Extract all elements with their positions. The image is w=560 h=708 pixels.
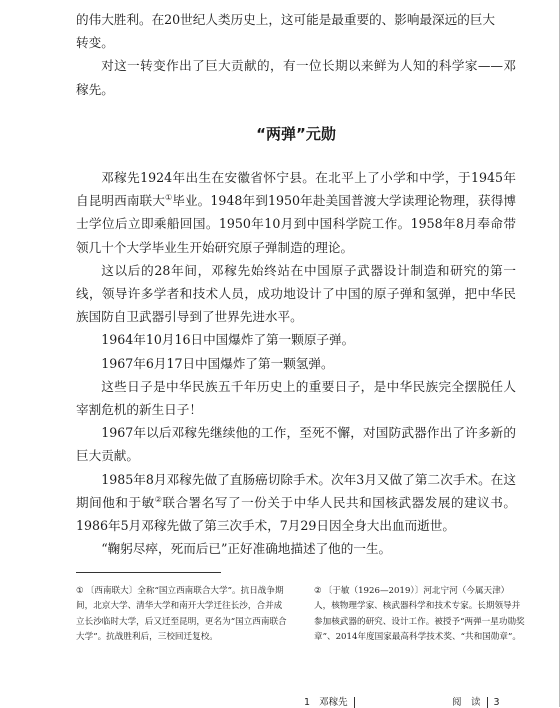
paragraph: 这以后的28年间，邓稼先始终站在中国原子武器设计制造和研究的第一线，领导许多学者和技术人员，成功地设计了中国的原子弹和氢弹，把中华民族国防自卫武器引导到了世界先进水平。 bbox=[76, 262, 516, 325]
footnote-text: 〔西南联大〕全称“国立西南联合大学”。抗日战争期间，北京大学、清华大学和南开大学迁往长沙，合并成立长沙临时大学，后又迁至昆明，更名为“国立西南联合大学”。抗战胜利后，三校回迁复校。 bbox=[76, 586, 287, 643]
paragraph: 1967年6月17日中国爆炸了第一颗氢弹。 bbox=[101, 355, 334, 371]
footer-section bbox=[452, 694, 500, 708]
paragraph: 1967年以后邓稼先继续他的工作，至死不懈，对国防武器作出了许多新的巨大贡献。 bbox=[76, 425, 516, 464]
footnote-1 bbox=[76, 584, 288, 646]
paragraph: 1964年10月16日中国爆炸了第一颗原子弹。 bbox=[101, 332, 355, 348]
footnote-ref-1[interactable]: ① bbox=[164, 193, 173, 203]
section-heading: “两弹”元勋 bbox=[256, 124, 336, 143]
footnote-divider bbox=[76, 572, 221, 573]
footer-divider bbox=[487, 697, 488, 708]
footnote-text: 〔于敏（1926—2019）〕河北宁河（今属天津）人，核物理学家、核武器科学和技术专家。长期领导并参加核武器的研究、设计工作。被授予“两弹一星功勋奖章”、2014年度国家最高科学技术奖、“共和国勋章”。 bbox=[314, 586, 525, 643]
paragraph: 邓稼先1924年出生在安徽省怀宁县。在北平上了小学和中学，于1945年自昆明西南联大①毕业。1948年到1950年赴美国普渡大学读理论物理，获得博士学位后立即乘船回国。1950年10月到中国科学院工作。1958年8月奉命带领几十个大学毕业生开始研究原子弹制造的理论。 bbox=[76, 170, 517, 255]
footnotes bbox=[76, 584, 526, 646]
page-number: 3 bbox=[493, 697, 500, 708]
main-text bbox=[76, 8, 516, 560]
footnote-number: ② bbox=[314, 586, 322, 596]
chapter-number: 1 bbox=[304, 697, 311, 708]
paragraph: 对这一转变作出了巨大贡献的，有一位长期以来鲜为人知的科学家——邓稼先。 bbox=[76, 58, 516, 97]
chapter-title: 邓稼先 bbox=[319, 697, 348, 708]
footnote-2 bbox=[314, 584, 526, 646]
paragraph: 1985年8月邓稼先做了直肠癌切除手术。次年3月又做了第二次手术。在这期间他和于敏②联合署名写了一份关于中华人民共和国核武器发展的建议书。1986年5月邓稼先做了第三次手术，7月29日因全身大出血而逝世。 bbox=[76, 471, 517, 534]
paragraph: 的伟大胜利。在20世纪人类历史上，这可能是最重要的、影响最深远的巨大 转变。 bbox=[76, 12, 496, 51]
paragraph: “鞠躬尽瘁，死而后已”正好准确地描述了他的一生。 bbox=[101, 541, 392, 557]
footnote-ref-2[interactable]: ② bbox=[154, 494, 163, 504]
section-label: 阅 读 bbox=[452, 697, 481, 708]
paragraph: 这些日子是中华民族五千年历史上的重要日子，是中华民族完全摆脱任人宰割危机的新生日子！ bbox=[76, 378, 516, 418]
footer-divider bbox=[354, 697, 355, 708]
footer-chapter bbox=[304, 694, 361, 708]
footnote-number: ① bbox=[76, 586, 84, 596]
